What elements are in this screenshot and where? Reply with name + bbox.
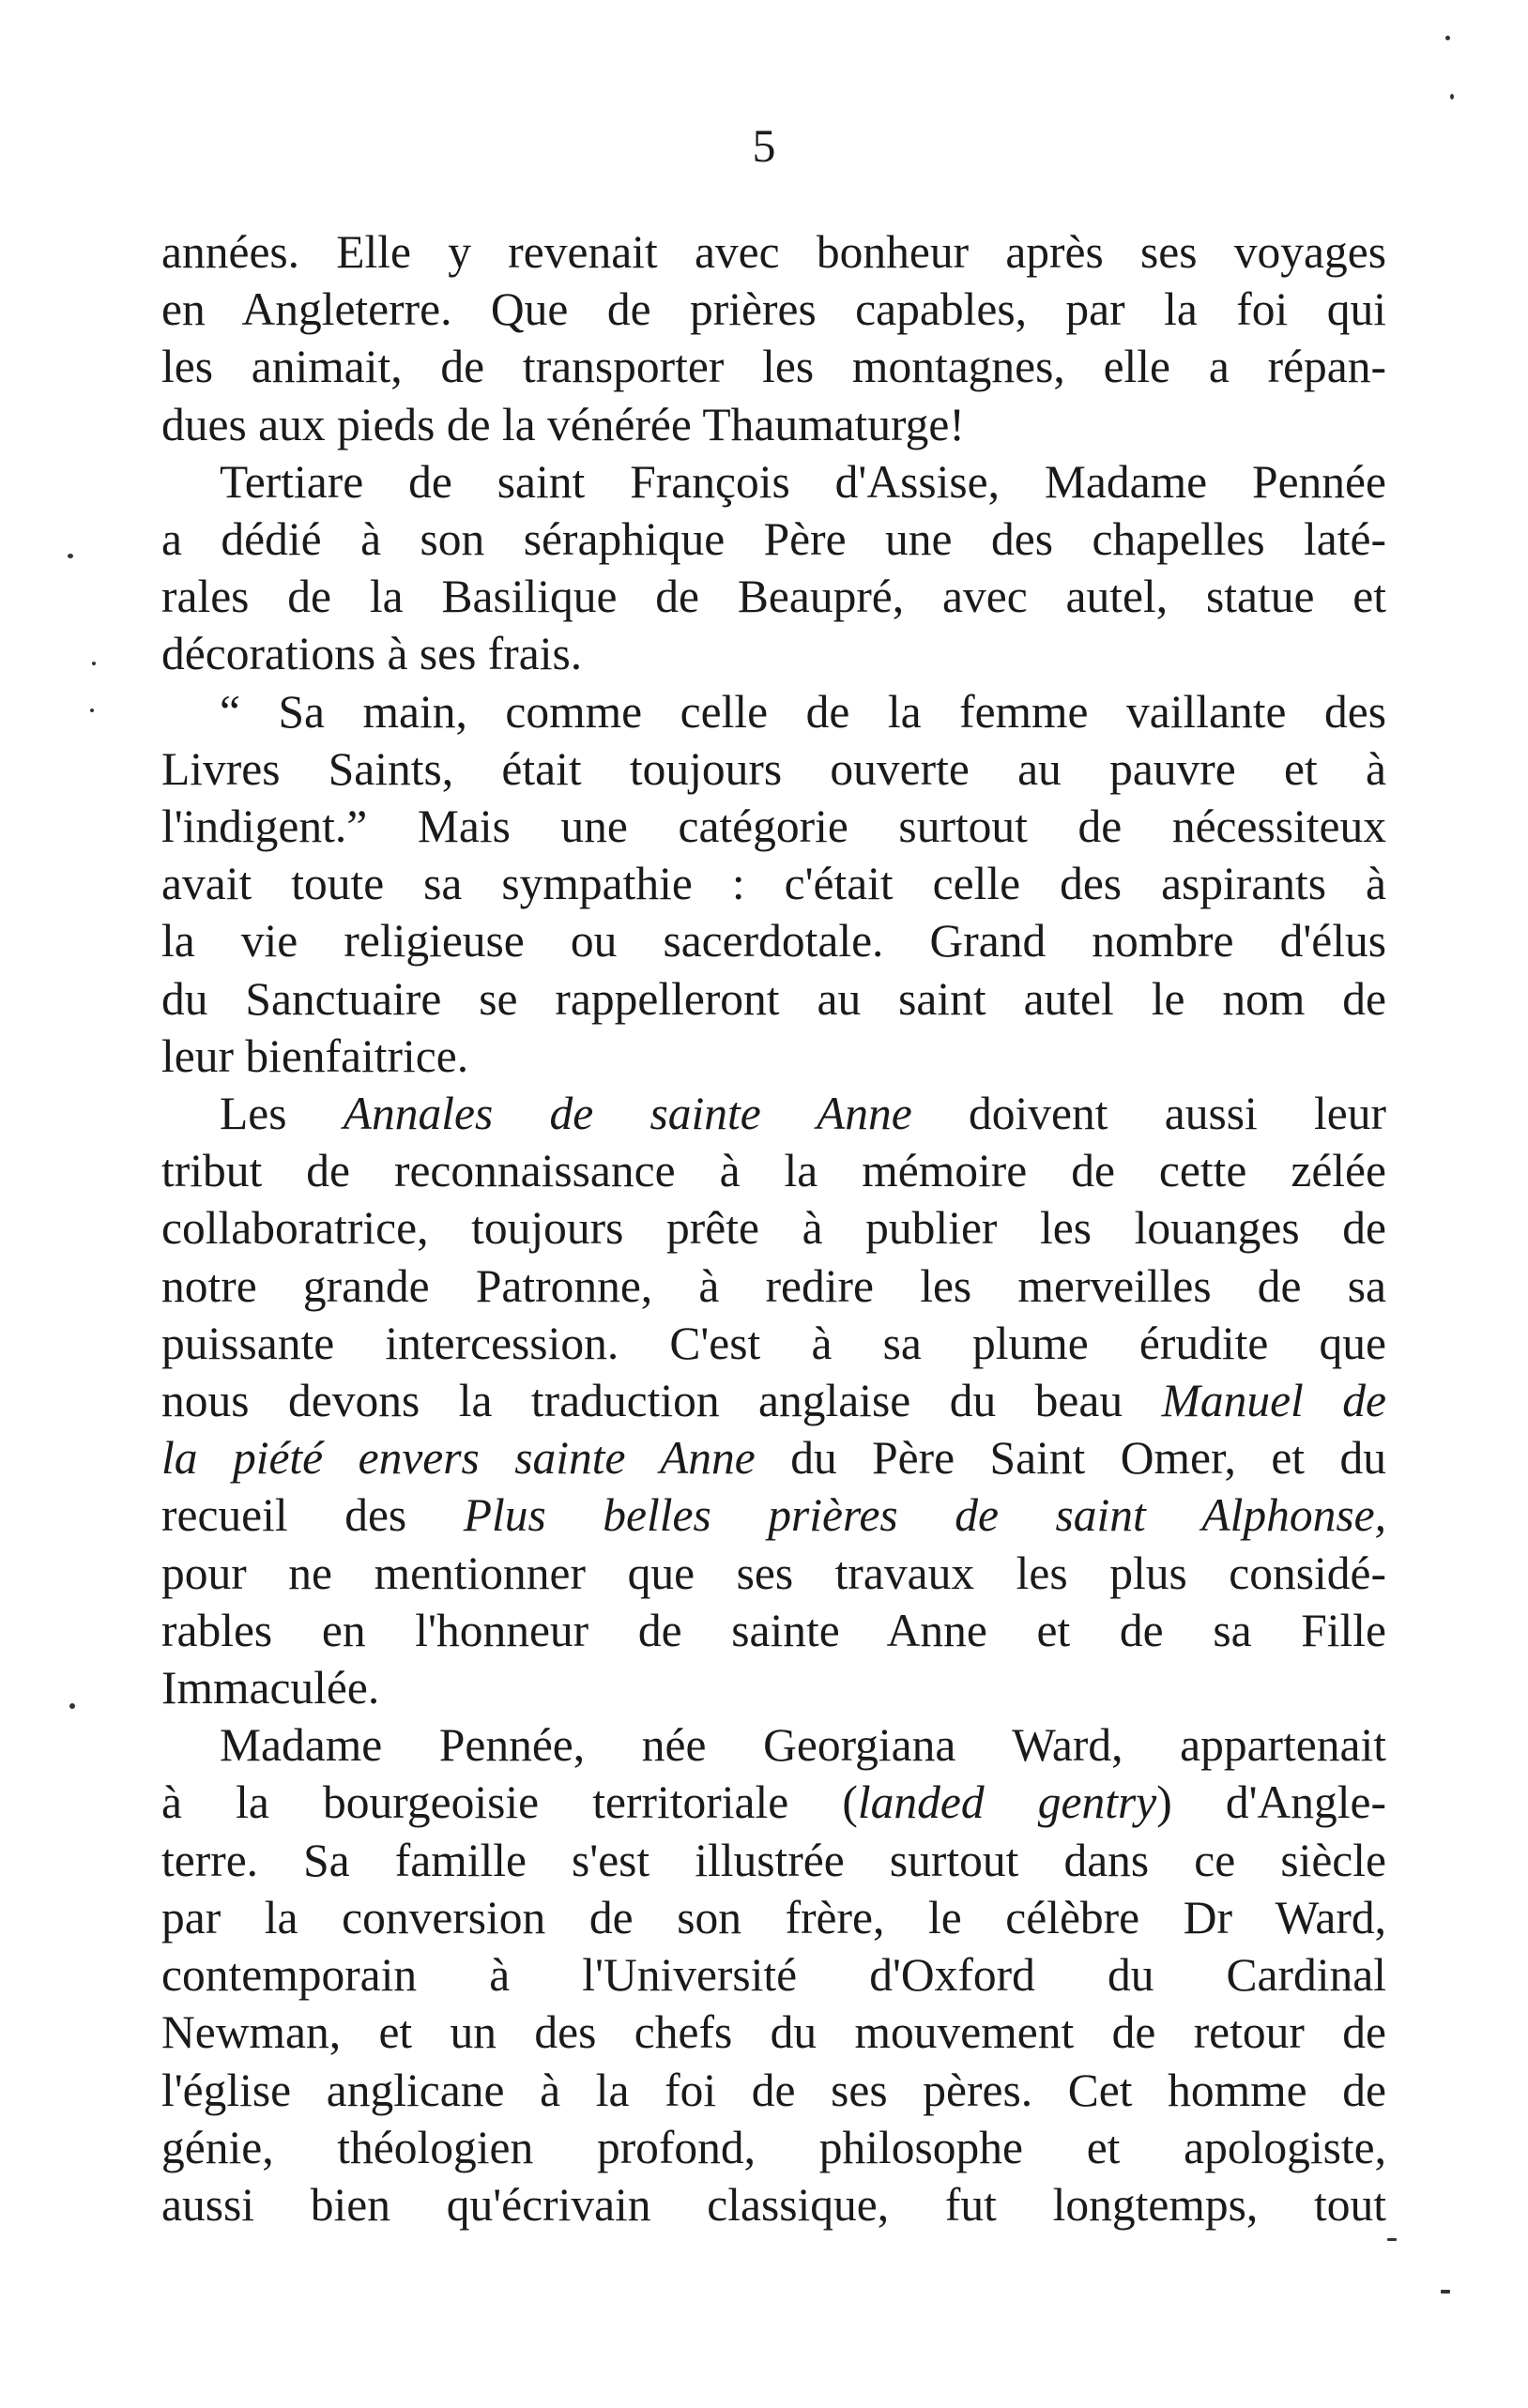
text-line bbox=[161, 740, 1386, 798]
text-segment: rables en l'honneur de sainte Anne et de sa Fille bbox=[161, 1604, 1386, 1656]
text-line bbox=[161, 281, 1386, 338]
text-line bbox=[161, 798, 1386, 855]
text-line bbox=[161, 855, 1386, 912]
scan-speck bbox=[1450, 94, 1454, 99]
text-line bbox=[161, 453, 1386, 511]
text-line bbox=[161, 2004, 1386, 2061]
text-line bbox=[161, 1889, 1386, 1946]
text-line bbox=[161, 1774, 1386, 1831]
text-segment: rales de la Basilique de Beaupré, avec autel, statue et bbox=[161, 571, 1386, 623]
text-segment: par la conversion de son frère, le célèbre Dr Ward, bbox=[161, 1891, 1386, 1943]
text-segment: puissante intercession. C'est à sa plume érudite que bbox=[161, 1317, 1386, 1369]
text-line bbox=[161, 1716, 1386, 1774]
text-line bbox=[161, 396, 1386, 453]
text-line bbox=[161, 1602, 1386, 1659]
scan-speck bbox=[1387, 2238, 1397, 2241]
text-segment: aussi bien qu'écrivain classique, fut longtemps, tout bbox=[161, 2178, 1386, 2231]
text-segment: du Père Saint Omer, et du bbox=[755, 1432, 1386, 1485]
text-segment: Livres Saints, était toujours ouverte au pauvre et à bbox=[161, 742, 1386, 795]
text-line bbox=[161, 1315, 1386, 1372]
scan-speck bbox=[69, 1703, 75, 1709]
text-segment: a dédié à son séraphique Père une des chapelles laté- bbox=[161, 513, 1386, 566]
scan-speck bbox=[1445, 36, 1450, 40]
text-segment: avait toute sa sympathie : c'était celle des aspirants à bbox=[161, 858, 1386, 910]
text-segment: la vie religieuse ou sacerdotale. Grand nombre d'élus bbox=[161, 915, 1386, 968]
text-segment: doivent aussi leur bbox=[911, 1088, 1386, 1140]
text-line bbox=[161, 568, 1386, 625]
text-segment: Tertiare de saint François d'Assise, Madame Pennée bbox=[220, 455, 1386, 508]
text-segment: notre grande Patronne, à redire les merveilles de sa bbox=[161, 1259, 1386, 1312]
text-segment: tribut de reconnaissance à la mémoire de cette zélée bbox=[161, 1145, 1386, 1197]
text-segment: Newman, et un des chefs du mouvement de retour de bbox=[161, 2006, 1386, 2059]
page-number: 5 bbox=[752, 119, 776, 172]
scan-speck bbox=[68, 554, 73, 558]
text-line bbox=[161, 338, 1386, 395]
italic-text: la piété envers sainte Anne bbox=[161, 1432, 756, 1485]
italic-text: Annales de sainte Anne bbox=[343, 1088, 912, 1140]
italic-text: Manuel de bbox=[1161, 1375, 1386, 1427]
text-line bbox=[161, 625, 1386, 682]
text-segment: Madame Pennée, née Georgiana Ward, appartenait bbox=[220, 1719, 1386, 1772]
text-segment: contemporain à l'Université d'Oxford du Cardinal bbox=[161, 1949, 1386, 2002]
text-segment: génie, théologien profond, philosophe et apologiste, bbox=[161, 2121, 1386, 2173]
text-segment: ) d'Angle- bbox=[1156, 1776, 1387, 1829]
text-segment: recueil des bbox=[161, 1489, 464, 1542]
text-segment: les animait, de transporter les montagnes, elle a répan- bbox=[161, 341, 1386, 393]
text-line bbox=[161, 223, 1386, 281]
scan-speck bbox=[1441, 2290, 1450, 2294]
text-line bbox=[161, 2176, 1386, 2233]
scan-speck bbox=[92, 662, 96, 665]
text-segment: nous devons la traduction anglaise du beau bbox=[161, 1375, 1162, 1427]
text-line bbox=[161, 1257, 1386, 1315]
text-line bbox=[161, 683, 1386, 740]
text-segment: Immaculée. bbox=[161, 1662, 380, 1715]
text-segment: l'indigent.” Mais une catégorie surtout de nécessiteux bbox=[161, 800, 1386, 853]
text-segment: “ Sa main, comme celle de la femme vaillante des bbox=[220, 685, 1386, 738]
text-segment: collaboratrice, toujours prête à publier les louanges de bbox=[161, 1202, 1386, 1255]
text-segment: décorations à ses frais. bbox=[161, 628, 583, 680]
text-segment: du Sanctuaire se rappelleront au saint autel le nom de bbox=[161, 972, 1386, 1025]
text-line bbox=[161, 2062, 1386, 2119]
text-line bbox=[161, 1545, 1386, 1602]
text-line bbox=[161, 970, 1386, 1028]
text-line bbox=[161, 1028, 1386, 1085]
text-line bbox=[161, 1832, 1386, 1889]
text-segment: l'église anglicane à la foi de ses pères. Cet homme de bbox=[161, 2064, 1386, 2116]
text-line bbox=[161, 511, 1386, 568]
text-segment: années. Elle y revenait avec bonheur après ses voyages bbox=[161, 226, 1386, 278]
scan-speck bbox=[90, 709, 94, 712]
text-line bbox=[161, 1372, 1386, 1429]
text-line bbox=[161, 1085, 1386, 1142]
text-line bbox=[161, 912, 1386, 969]
text-segment: en Angleterre. Que de prières capables, par la foi qui bbox=[161, 283, 1386, 336]
text-segment: leur bienfaitrice. bbox=[161, 1029, 469, 1082]
text-segment: terre. Sa famille s'est illustrée surtout dans ce siècle bbox=[161, 1834, 1386, 1886]
text-line bbox=[161, 2119, 1386, 2176]
text-line bbox=[161, 1946, 1386, 2004]
text-segment: pour ne mentionner que ses travaux les plus considé- bbox=[161, 1547, 1386, 1599]
text-segment: Les bbox=[220, 1088, 344, 1140]
italic-text: Plus belles prières de saint Alphonse, bbox=[463, 1489, 1386, 1542]
text-line bbox=[161, 1486, 1386, 1544]
text-line bbox=[161, 1429, 1386, 1486]
italic-text: landed gentry bbox=[857, 1776, 1157, 1829]
body-text bbox=[161, 223, 1386, 2233]
text-line bbox=[161, 1142, 1386, 1199]
text-segment: à la bourgeoisie territoriale ( bbox=[161, 1776, 858, 1829]
text-line bbox=[161, 1659, 1386, 1716]
text-line bbox=[161, 1199, 1386, 1257]
text-segment: dues aux pieds de la vénérée Thaumaturge! bbox=[161, 398, 965, 450]
